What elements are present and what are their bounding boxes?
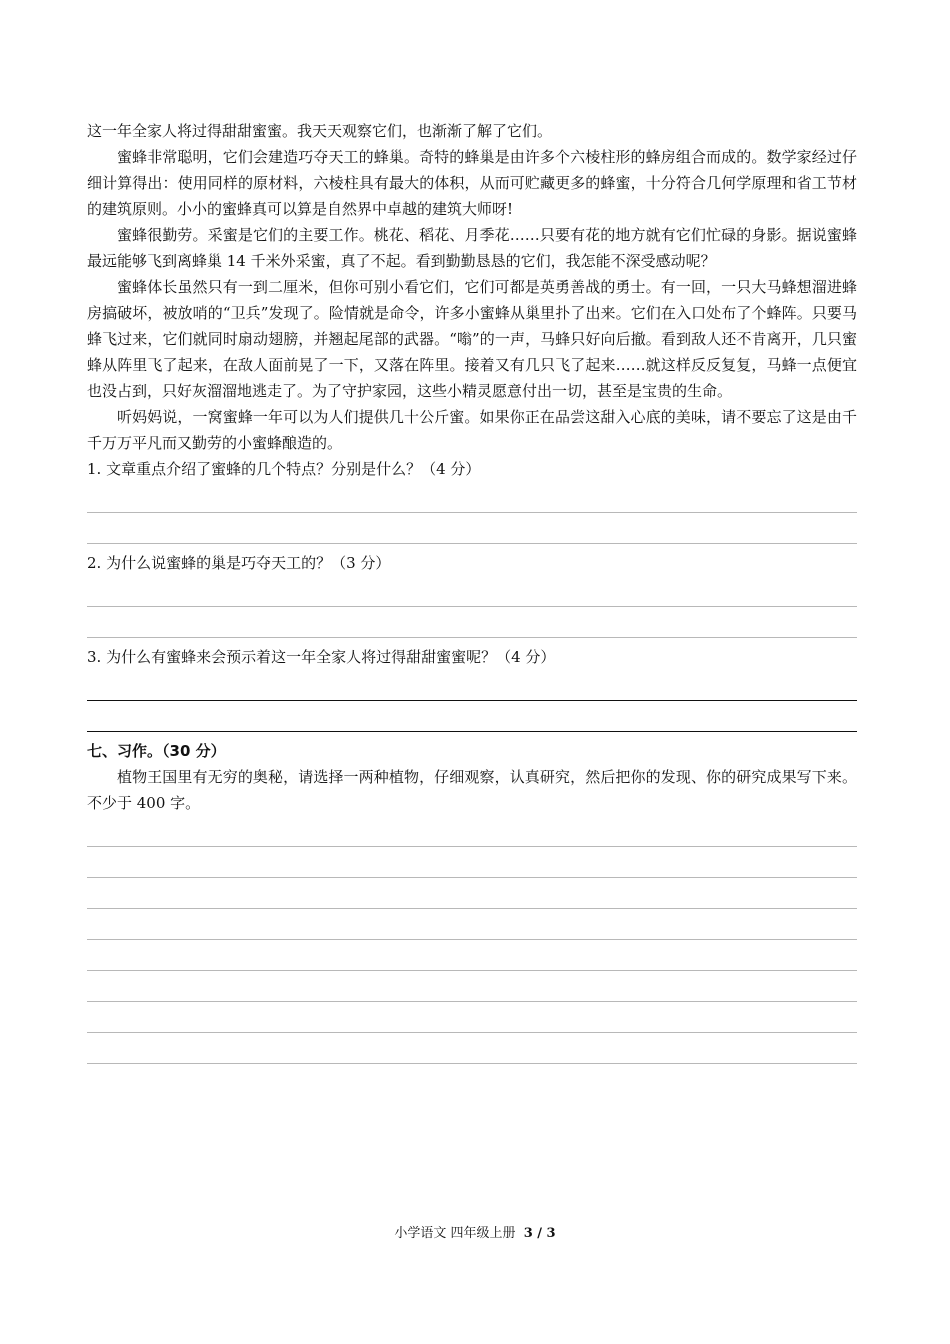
- passage-paragraph: 这一年全家人将过得甜甜蜜蜜。我天天观察它们，也渐渐了解了它们。: [87, 122, 553, 140]
- answer-line[interactable]: [87, 607, 857, 638]
- writing-line[interactable]: [87, 1002, 857, 1033]
- answer-line[interactable]: [87, 701, 857, 732]
- answer-line[interactable]: [87, 513, 857, 544]
- passage-paragraph: 蜜蜂体长虽然只有一到二厘米，但你可别小看它们，它们可都是英勇善战的勇士。有一回，一只大马蜂想溜进蜂房搞破坏，被放哨的“卫兵”发现了。险情就是命令，许多小蜜蜂从巢里扑了出来。它们在入口处布了个蜂阵。只要马蜂飞过来，它们就同时扇动翅膀，并翘起尾部的武器。“嗡”的一声，马蜂只好向后撤。看到敌人还不肯离开，几只蜜蜂从阵里飞了起来，在敌人面前晃了一下，又落在阵里。接着又有几只飞了起来……就这样反反复复，马蜂一点便宜也没占到，只好灰溜溜地逃走了。为了守护家园，这些小精灵愿意付出一切，甚至是宝贵的生命。: [87, 278, 857, 400]
- writing-line[interactable]: [87, 940, 857, 971]
- question-2: 2. 为什么说蜜蜂的巢是巧夺天工的？（3 分）: [87, 554, 391, 572]
- answer-line[interactable]: [87, 670, 857, 701]
- writing-line[interactable]: [87, 816, 857, 847]
- question-1: 1. 文章重点介绍了蜜蜂的几个特点？分别是什么？（4 分）: [87, 460, 481, 478]
- writing-line[interactable]: [87, 878, 857, 909]
- passage-paragraph: 蜜蜂很勤劳。采蜜是它们的主要工作。桃花、稻花、月季花……只要有花的地方就有它们忙碌的身影。据说蜜蜂最远能够飞到离蜂巢 14 千米外采蜜，真了不起。看到勤勤恳恳的它们，我怎能不深受感动呢？: [87, 226, 857, 270]
- passage-paragraph: 听妈妈说，一窝蜜蜂一年可以为人们提供几十公斤蜜。如果你正在品尝这甜入心底的美味，请不要忘了这是由千千万万平凡而又勤劳的小蜜蜂酿造的。: [87, 408, 857, 452]
- worksheet-page: [87, 118, 857, 1064]
- composition-title: 七、习作。（30 分）: [87, 742, 226, 760]
- page-number: 3 / 3: [523, 1226, 556, 1241]
- answer-line[interactable]: [87, 576, 857, 607]
- question-3: 3. 为什么有蜜蜂来会预示着这一年全家人将过得甜甜蜜蜜呢？（4 分）: [87, 648, 556, 666]
- page-footer: [0, 1224, 950, 1244]
- writing-line[interactable]: [87, 847, 857, 878]
- writing-line[interactable]: [87, 1033, 857, 1064]
- composition-prompt: 植物王国里有无穷的奥秘，请选择一两种植物，仔细观察，认真研究，然后把你的发现、你的研究成果写下来。不少于 400 字。: [87, 768, 857, 812]
- footer-text: 小学语文 四年级上册: [394, 1226, 516, 1241]
- writing-line[interactable]: [87, 909, 857, 940]
- passage-paragraph: 蜜蜂非常聪明，它们会建造巧夺天工的蜂巢。奇特的蜂巢是由许多个六棱柱形的蜂房组合而成的。数学家经过仔细计算得出：使用同样的原材料，六棱柱具有最大的体积，从而可贮藏更多的蜂蜜，十分符合几何学原理和省工节材的建筑原则。小小的蜜蜂真可以算是自然界中卓越的建筑大师呀!: [87, 148, 857, 218]
- answer-line[interactable]: [87, 482, 857, 513]
- writing-line[interactable]: [87, 971, 857, 1002]
